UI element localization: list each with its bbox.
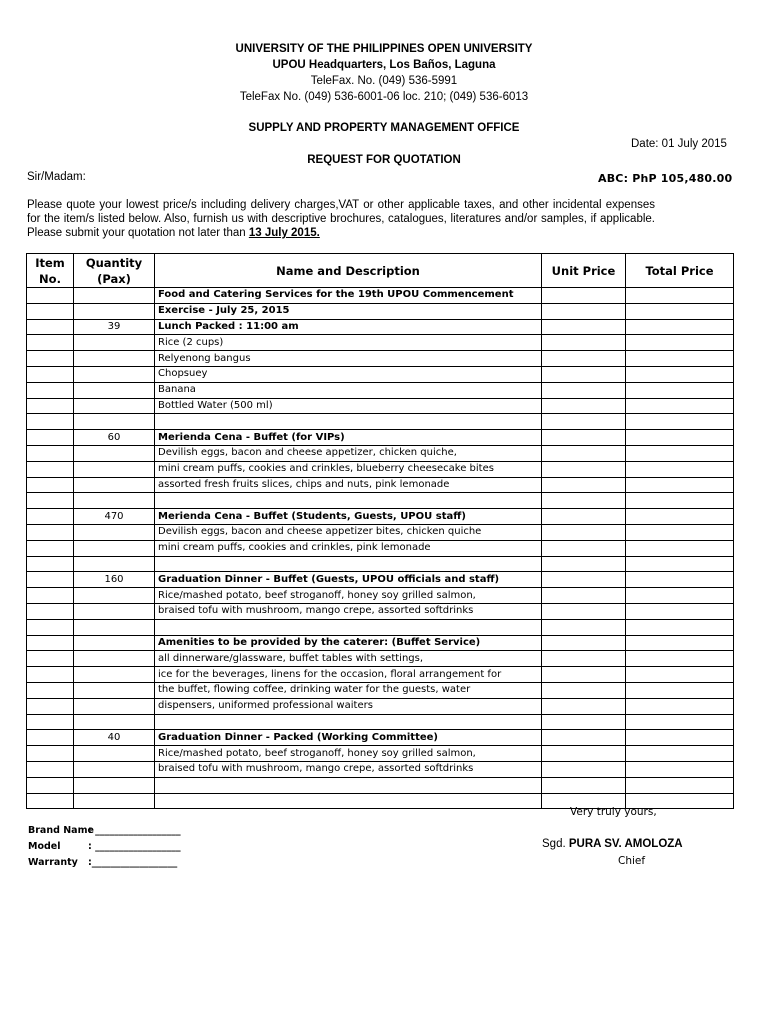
unit-price-cell [542,698,626,714]
item-no-cell [27,288,74,304]
description-cell: all dinnerware/glassware, buffet tables with settings, [155,651,542,667]
total-price-cell [626,493,734,509]
item-no-cell [27,430,74,446]
description-cell [155,714,542,730]
unit-price-cell [542,667,626,683]
quantity-cell [74,335,155,351]
total-price-cell [626,461,734,477]
total-price-cell [626,288,734,304]
table-row [27,714,734,730]
telefax-line-1: TeleFax. No. (049) 536-5991 [310,75,458,87]
field-blank: : __________________ [88,841,181,852]
quantity-cell: 40 [74,730,155,746]
total-price-cell [626,572,734,588]
document-title: REQUEST FOR QUOTATION [307,154,461,166]
total-price-cell [626,619,734,635]
headquarters-address: UPOU Headquarters, Los Baños, Laguna [272,59,496,71]
quantity-cell: 160 [74,572,155,588]
unit-price-cell [542,319,626,335]
item-no-cell [27,619,74,635]
quantity-cell [74,445,155,461]
table-row [27,524,734,540]
total-price-cell [626,730,734,746]
description-cell: Rice (2 cups) [155,335,542,351]
table-row [27,493,734,509]
total-price-cell [626,746,734,762]
quantity-cell [74,777,155,793]
table-row [27,619,734,635]
item-no-cell [27,588,74,604]
unit-price-cell [542,430,626,446]
unit-price-cell [542,509,626,525]
item-no-cell [27,351,74,367]
quantity-cell [74,651,155,667]
header-name-description: Name and Description [155,254,542,288]
unit-price-cell [542,588,626,604]
item-no-cell [27,698,74,714]
description-cell: Relyenong bangus [155,351,542,367]
item-no-cell [27,366,74,382]
quantity-cell [74,667,155,683]
field-warranty [28,855,181,871]
header-total-price: Total Price [626,254,734,288]
intro-text: Please quote your lowest price/s including delivery charges,VAT or other applicable taxes, and other incidental expenses for the item/s listed below. Also, furnish us with descriptive brochures, catalogues, literatures and/or samples, if applicable. Please submit your quotation not later than [27,199,655,239]
unit-price-cell [542,777,626,793]
unit-price-cell [542,477,626,493]
table-row [27,288,734,304]
total-price-cell [626,651,734,667]
quantity-cell: 470 [74,509,155,525]
unit-price-cell [542,382,626,398]
unit-price-cell [542,572,626,588]
description-cell: Merienda Cena - Buffet (for VIPs) [155,430,542,446]
quantity-cell [74,303,155,319]
signatory [542,838,683,850]
table-row [27,509,734,525]
description-cell: Rice/mashed potato, beef stroganoff, honey soy grilled salmon, [155,588,542,604]
quantity-cell [74,414,155,430]
total-price-cell [626,430,734,446]
table-row [27,761,734,777]
description-cell [155,793,542,809]
description-cell: Bottled Water (500 ml) [155,398,542,414]
total-price-cell [626,540,734,556]
item-no-cell [27,746,74,762]
deadline-date: 13 July 2015. [248,227,320,239]
header-quantity: Quantity (Pax) [74,254,155,288]
unit-price-cell [542,556,626,572]
signatory-title: Chief [618,855,646,867]
item-no-cell [27,445,74,461]
header-unit-price: Unit Price [542,254,626,288]
quantity-cell [74,746,155,762]
quantity-cell [74,556,155,572]
table-row [27,430,734,446]
table-row [27,366,734,382]
item-no-cell [27,398,74,414]
item-no-cell [27,556,74,572]
table-row [27,303,734,319]
description-cell [155,619,542,635]
supplier-fields [28,823,181,871]
quantity-cell [74,635,155,651]
quantity-cell [74,603,155,619]
unit-price-cell [542,761,626,777]
unit-price-cell [542,351,626,367]
item-no-cell [27,414,74,430]
unit-price-cell [542,303,626,319]
table-row [27,698,734,714]
item-no-cell [27,382,74,398]
signatory-name: PURA SV. AMOLOZA [568,838,683,850]
description-cell [155,777,542,793]
item-no-cell [27,572,74,588]
item-no-cell [27,761,74,777]
description-cell: Food and Catering Services for the 19th UPOU Commencement [155,288,542,304]
table-row [27,382,734,398]
unit-price-cell [542,651,626,667]
quantity-cell [74,477,155,493]
unit-price-cell [542,445,626,461]
item-no-cell [27,714,74,730]
quantity-cell [74,524,155,540]
total-price-cell [626,777,734,793]
table-row [27,556,734,572]
document-date: Date: 01 July 2015 [631,138,727,150]
total-price-cell [626,414,734,430]
table-row [27,588,734,604]
table-row [27,461,734,477]
table-row [27,414,734,430]
quotation-table [26,253,734,809]
description-cell: Graduation Dinner - Packed (Working Committee) [155,730,542,746]
description-cell: Lunch Packed : 11:00 am [155,319,542,335]
header-item-no: Item No. [27,254,74,288]
unit-price-cell [542,335,626,351]
item-no-cell [27,777,74,793]
item-no-cell [27,603,74,619]
unit-price-cell [542,524,626,540]
item-no-cell [27,682,74,698]
description-cell: Chopsuey [155,366,542,382]
total-price-cell [626,319,734,335]
table-row [27,572,734,588]
quantity-cell [74,398,155,414]
description-cell [155,414,542,430]
field-blank: :__________________ [88,857,178,868]
quantity-cell [74,682,155,698]
table-row [27,445,734,461]
table-row [27,746,734,762]
abc-amount: ABC: PhP 105,480.00 [598,172,733,185]
table-row [27,335,734,351]
item-no-cell [27,730,74,746]
total-price-cell [626,682,734,698]
table-row [27,398,734,414]
description-cell: Rice/mashed potato, beef stroganoff, honey soy grilled salmon, [155,746,542,762]
total-price-cell [626,303,734,319]
unit-price-cell [542,540,626,556]
quantity-cell: 60 [74,430,155,446]
item-no-cell [27,509,74,525]
total-price-cell [626,714,734,730]
table-row [27,730,734,746]
field-label: Model [28,841,61,852]
total-price-cell [626,524,734,540]
item-no-cell [27,335,74,351]
unit-price-cell [542,730,626,746]
unit-price-cell [542,398,626,414]
description-cell: Amenities to be provided by the caterer: (Buffet Service) [155,635,542,651]
description-cell [155,556,542,572]
description-cell: Exercise - July 25, 2015 [155,303,542,319]
quantity-cell [74,714,155,730]
item-no-cell [27,793,74,809]
table-row [27,603,734,619]
description-cell: Devilish eggs, bacon and cheese appetizer, chicken quiche, [155,445,542,461]
field-label: Warranty [28,857,78,868]
quantity-cell [74,540,155,556]
table-row [27,635,734,651]
signatory-prefix: Sgd. [542,838,566,850]
quantity-cell [74,288,155,304]
item-no-cell [27,303,74,319]
closing-text: Very truly yours, [570,806,657,818]
quantity-cell [74,366,155,382]
description-cell: assorted fresh fruits slices, chips and nuts, pink lemonade [155,477,542,493]
total-price-cell [626,603,734,619]
item-no-cell [27,635,74,651]
item-no-cell [27,524,74,540]
description-cell: dispensers, uniformed professional waiters [155,698,542,714]
item-no-cell [27,540,74,556]
total-price-cell [626,477,734,493]
item-no-cell [27,667,74,683]
total-price-cell [626,509,734,525]
description-cell: Banana [155,382,542,398]
intro-paragraph [27,198,655,240]
table-row [27,777,734,793]
table-row [27,477,734,493]
unit-price-cell [542,366,626,382]
unit-price-cell [542,682,626,698]
table-row [27,319,734,335]
field-brand-name [28,823,181,839]
quantity-cell [74,619,155,635]
description-cell: the buffet, flowing coffee, drinking water for the guests, water [155,682,542,698]
unit-price-cell [542,714,626,730]
description-cell: Graduation Dinner - Buffet (Guests, UPOU officials and staff) [155,572,542,588]
total-price-cell [626,761,734,777]
total-price-cell [626,366,734,382]
office-name: SUPPLY AND PROPERTY MANAGEMENT OFFICE [248,122,520,134]
item-no-cell [27,477,74,493]
salutation: Sir/Madam: [27,171,86,183]
quantity-cell: 39 [74,319,155,335]
total-price-cell [626,698,734,714]
table-header-row [27,254,734,288]
description-cell: Merienda Cena - Buffet (Students, Guests, UPOU staff) [155,509,542,525]
quantity-cell [74,493,155,509]
total-price-cell [626,588,734,604]
quantity-cell [74,698,155,714]
university-name: UNIVERSITY OF THE PHILIPPINES OPEN UNIVERSITY [235,43,533,55]
telefax-line-2: TeleFax No. (049) 536-6001-06 loc. 210; (049) 536-6013 [239,91,529,103]
description-cell: ice for the beverages, linens for the occasion, floral arrangement for [155,667,542,683]
total-price-cell [626,398,734,414]
description-cell: mini cream puffs, cookies and crinkles, pink lemonade [155,540,542,556]
total-price-cell [626,667,734,683]
unit-price-cell [542,461,626,477]
table-row [27,351,734,367]
unit-price-cell [542,603,626,619]
description-cell: braised tofu with mushroom, mango crepe, assorted softdrinks [155,761,542,777]
description-cell: braised tofu with mushroom, mango crepe, assorted softdrinks [155,603,542,619]
item-no-cell [27,651,74,667]
description-cell [155,493,542,509]
unit-price-cell [542,288,626,304]
total-price-cell [626,351,734,367]
table-row [27,682,734,698]
table-row [27,651,734,667]
table-row [27,540,734,556]
total-price-cell [626,335,734,351]
quantity-cell [74,382,155,398]
item-no-cell [27,319,74,335]
total-price-cell [626,556,734,572]
total-price-cell [626,635,734,651]
quantity-cell [74,761,155,777]
item-no-cell [27,461,74,477]
unit-price-cell [542,746,626,762]
field-model [28,839,181,855]
unit-price-cell [542,493,626,509]
table-row [27,667,734,683]
description-cell: Devilish eggs, bacon and cheese appetizer bites, chicken quiche [155,524,542,540]
unit-price-cell [542,635,626,651]
quantity-cell [74,793,155,809]
item-no-cell [27,493,74,509]
quantity-cell [74,461,155,477]
field-label: Brand Name [28,825,94,836]
description-cell: mini cream puffs, cookies and crinkles, blueberry cheesecake bites [155,461,542,477]
quantity-cell [74,588,155,604]
field-blank: : __________________ [88,825,181,836]
unit-price-cell [542,414,626,430]
total-price-cell [626,445,734,461]
unit-price-cell [542,619,626,635]
total-price-cell [626,382,734,398]
quantity-cell [74,351,155,367]
